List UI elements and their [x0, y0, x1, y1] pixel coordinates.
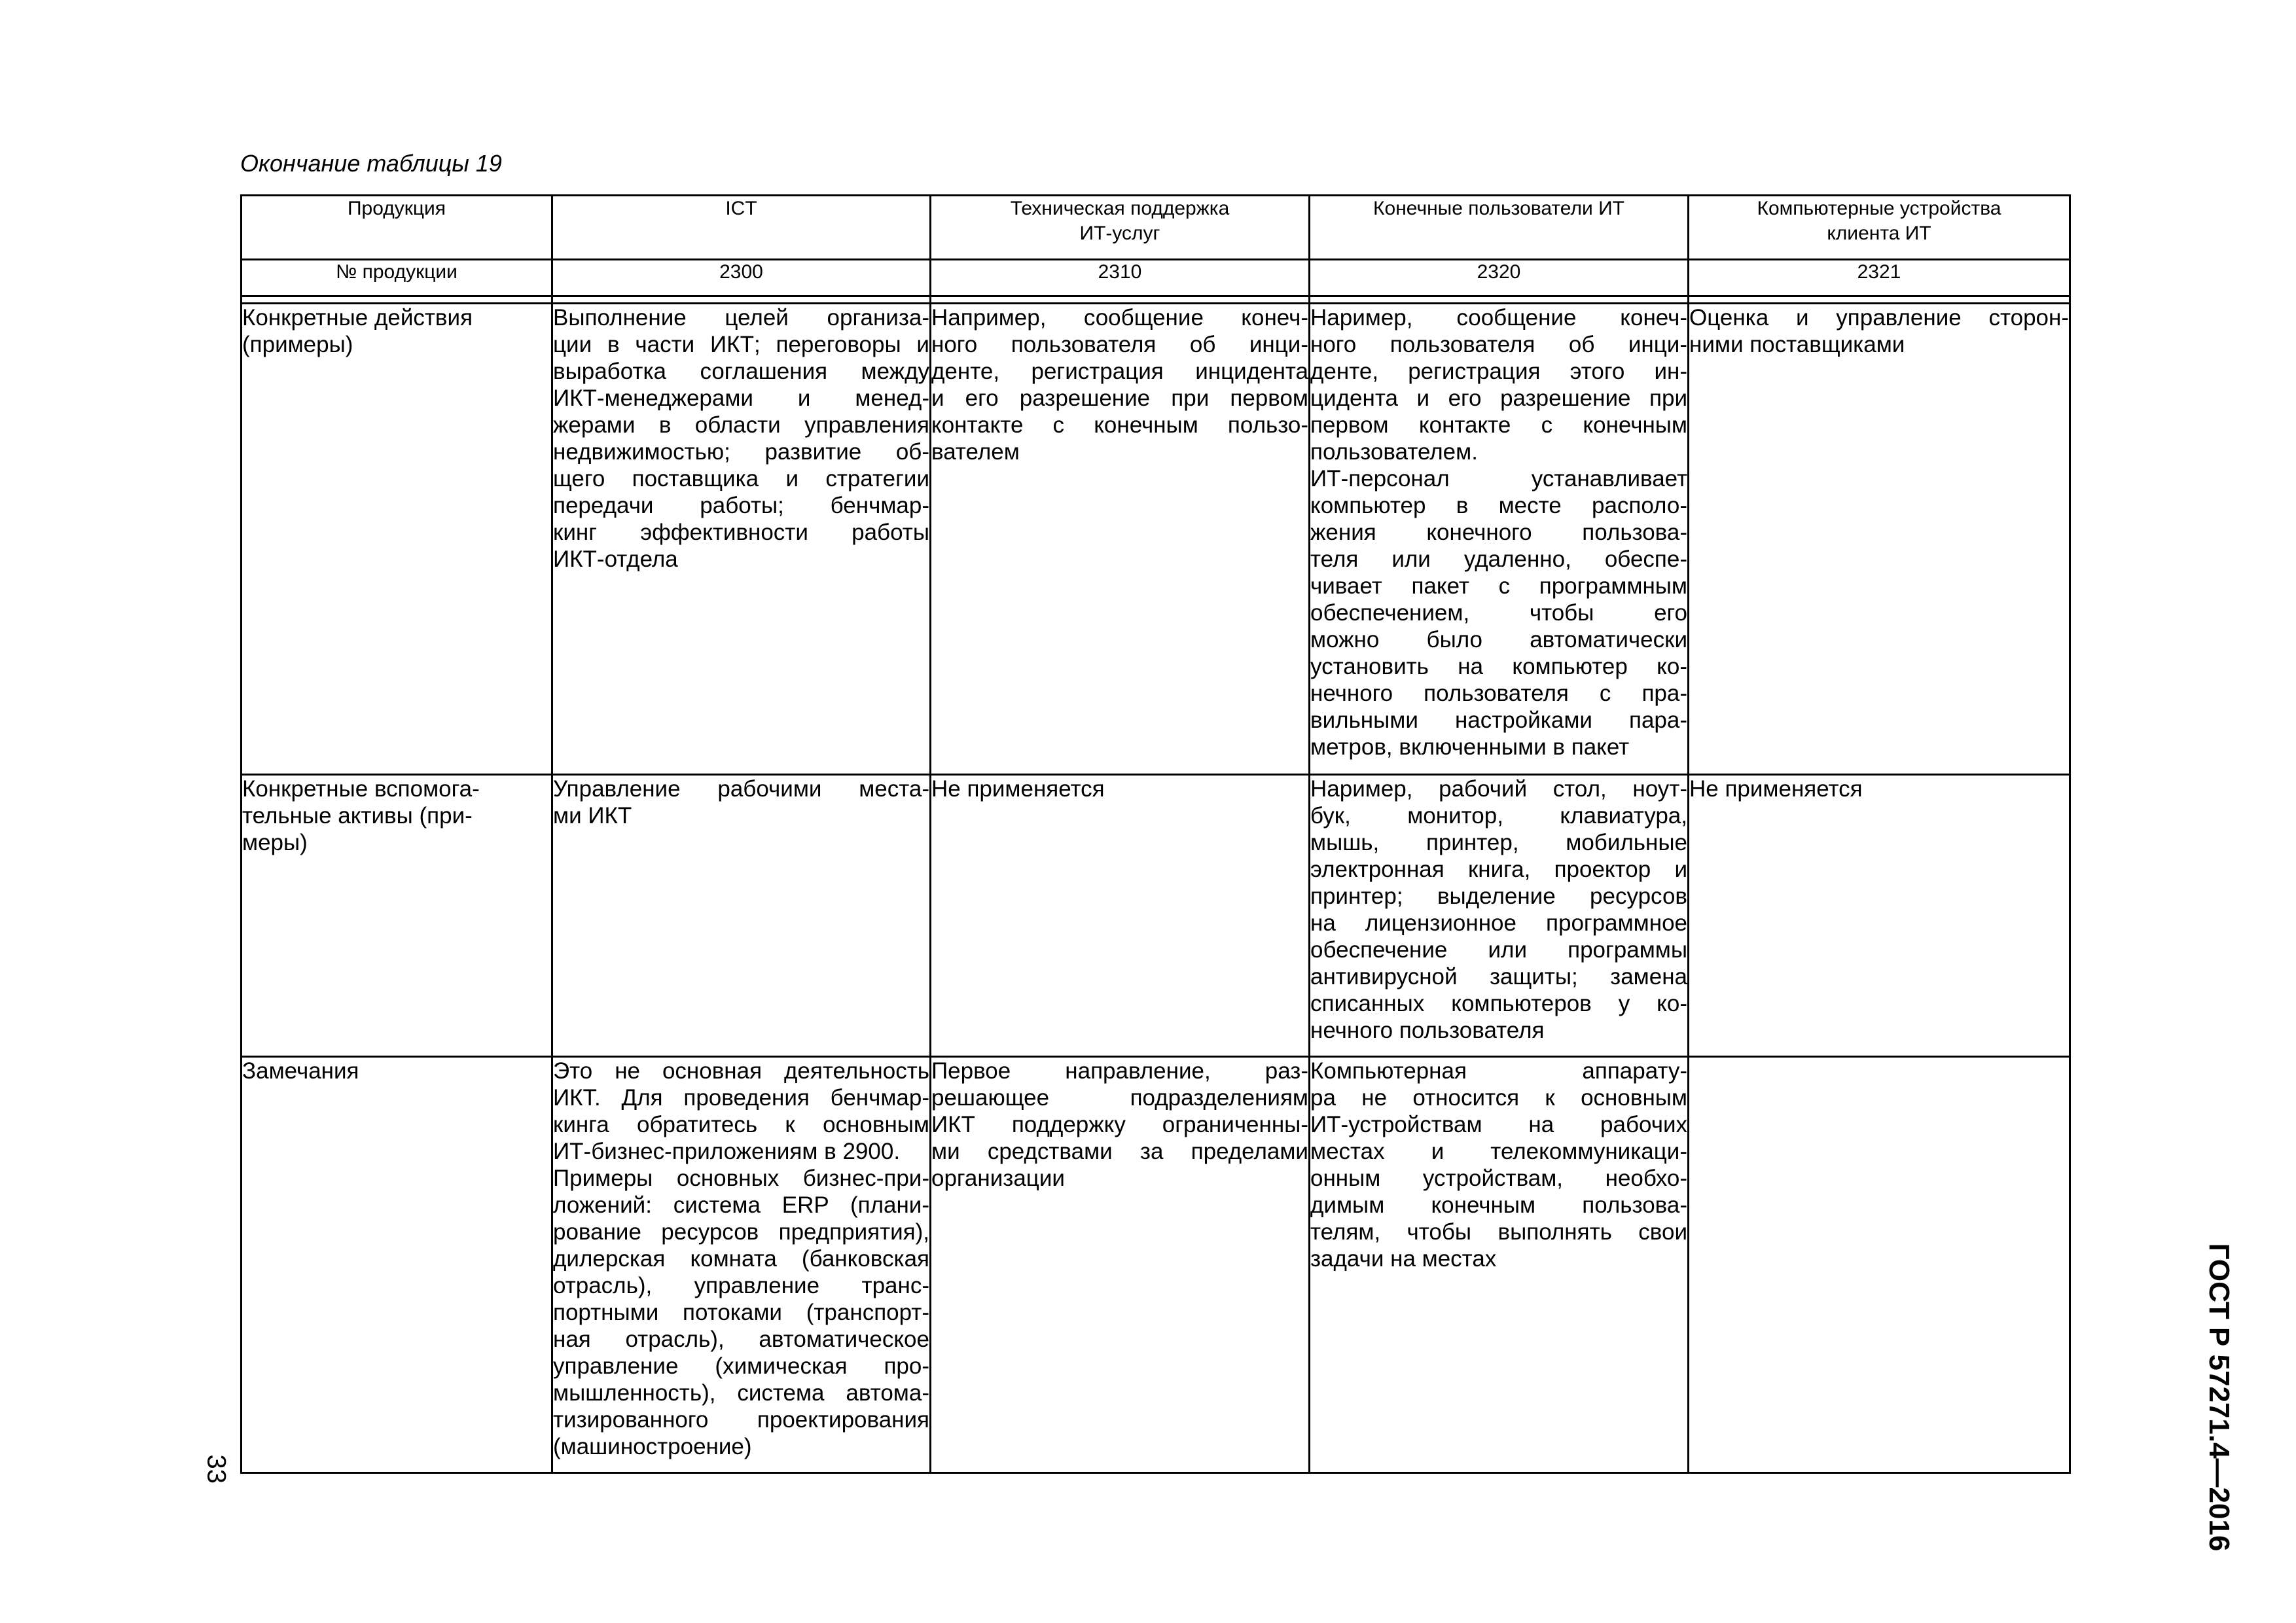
cell-text-line: ра не относится к основным — [1310, 1085, 1687, 1111]
cell-text-line: цидента и его разрешение при — [1310, 385, 1687, 411]
cell-text-line: ИТ-персонал устанавливает — [1310, 466, 1687, 491]
product-number-2310: 2310 — [931, 260, 1310, 296]
page-number: 33 — [202, 1454, 231, 1484]
cell-text-line: Замечания — [242, 1058, 359, 1084]
cell-text-line: бук, монитор, клавиатура, — [1310, 803, 1687, 829]
cell-text-line: можно было автоматически — [1310, 627, 1687, 652]
cell-text-line: Конкретные вспомога- — [242, 776, 480, 802]
cell-text-line: вателем — [931, 439, 1020, 465]
cell-text-line: Выполнение целей организа- — [553, 305, 929, 330]
cell-text-line: ИТ-устройствам на рабочих — [1310, 1112, 1687, 1137]
cell-text-line: списанных компьютеров у ко- — [1310, 991, 1687, 1016]
cell-text-line: чивает пакет с программным — [1310, 573, 1687, 599]
cell-text-line: ИКТ-отдела — [553, 546, 678, 572]
cell-text-line: местах и телекоммуникаци- — [1310, 1139, 1687, 1164]
cell-text-line: организации — [931, 1166, 1065, 1191]
cell-end-users — [1310, 304, 1689, 775]
cell-text-line: портными потоками (транспорт- — [553, 1300, 929, 1325]
cell-text-line: первом контакте с конечным — [1310, 412, 1687, 438]
cell-end-users — [1310, 1057, 1689, 1473]
cell-end-users — [1310, 775, 1689, 1057]
cell-text-line: недвижимостью; развитие об- — [553, 439, 929, 465]
cell-text-line: отрасль), управление транс- — [553, 1273, 929, 1298]
cell-text-line: телям, чтобы выполнять свои — [1310, 1219, 1687, 1245]
row-label — [242, 304, 552, 775]
table-row — [242, 1057, 2070, 1473]
table-caption: Окончание таблицы 19 — [240, 150, 502, 177]
product-number-2321: 2321 — [1689, 260, 2070, 296]
header-client-devices-line1: Компьютерные устройства — [1757, 198, 2001, 219]
product-number-row — [242, 260, 2070, 296]
cell-text-line: на лицензионное программное — [1310, 910, 1687, 936]
cell-text-line: нечного пользователя с пра- — [1310, 681, 1687, 706]
header-client-devices-line2: клиента ИТ — [1827, 223, 1931, 244]
cell-text-line: димым конечным пользова- — [1310, 1192, 1687, 1218]
cell-text-line: кинг эффективности работы — [553, 520, 929, 545]
cell-text-line: (примеры) — [242, 332, 353, 357]
cell-text-line: управление (химическая про- — [553, 1353, 929, 1379]
header-ict: ICT — [552, 196, 931, 260]
cell-text-line: денте, регистрация инцидента — [931, 359, 1308, 384]
cell-text-line: пользователем. — [1310, 439, 1478, 465]
cell-ict — [552, 1057, 931, 1473]
cell-text-line: ного пользователя об инци- — [1310, 332, 1687, 357]
cell-text-line: рование ресурсов предприятия), — [553, 1219, 929, 1245]
cell-text-line: нечного пользователя — [1310, 1018, 1545, 1043]
cell-text-line: Не применяется — [1689, 776, 1863, 802]
header-tech-support — [931, 196, 1310, 260]
cell-text-line: денте, регистрация этого ин- — [1310, 359, 1687, 384]
cell-text-line: меры) — [242, 830, 308, 855]
cell-text-line: Наример, рабочий стол, ноут- — [1310, 776, 1687, 802]
cell-text-line: ИКТ. Для проведения бенчмар- — [553, 1085, 929, 1111]
header-tech-support-line1: Техническая поддержка — [1010, 198, 1230, 219]
cell-text-line: жения конечного пользова- — [1310, 520, 1687, 545]
cell-text-line: мышь, принтер, мобильные — [1310, 830, 1687, 855]
header-row — [242, 196, 2070, 260]
cell-text-line: контакте с конечным пользо- — [931, 412, 1308, 438]
header-client-devices — [1689, 196, 2070, 260]
cell-text-line: вильными настройками пара- — [1310, 707, 1687, 733]
cell-tech-support — [931, 775, 1310, 1057]
cell-text-line: жерами в области управления — [553, 412, 929, 438]
cell-text-line: задачи на местах — [1310, 1246, 1497, 1272]
header-separator — [242, 296, 2070, 304]
cell-text-line: установить на компьютер ко- — [1310, 654, 1687, 679]
cell-text-line: ложений: система ERP (плани- — [553, 1192, 929, 1218]
cell-text-line: Оценка и управление сторон- — [1689, 305, 2069, 330]
cell-text-line: решающее подразделениям — [931, 1085, 1308, 1111]
table-19 — [240, 194, 2071, 1474]
cell-text-line: обеспечение или программы — [1310, 937, 1687, 963]
cell-text-line: онным устройствам, необхо- — [1310, 1166, 1687, 1191]
cell-text-line: ними поставщиками — [1689, 332, 1905, 357]
cell-text-line: ции в части ИКТ; переговоры и — [553, 332, 929, 357]
header-end-users: Конечные пользователи ИТ — [1310, 196, 1689, 260]
cell-text-line: тельные активы (при- — [242, 803, 473, 829]
cell-text-line: выработка соглашения между — [553, 359, 929, 384]
cell-text-line: Первое направление, раз- — [931, 1058, 1308, 1084]
cell-text-line: Компьютерная аппарату- — [1310, 1058, 1687, 1084]
cell-text-line: компьютер в месте располо- — [1310, 493, 1687, 518]
cell-client-devices — [1689, 304, 2070, 775]
cell-text-line: Это не основная деятельность — [553, 1058, 929, 1084]
product-number-2320: 2320 — [1310, 260, 1689, 296]
cell-text-line: Не применяется — [931, 776, 1105, 802]
cell-text-line: и его разрешение при первом — [931, 385, 1308, 411]
cell-client-devices — [1689, 1057, 2070, 1473]
cell-text-line: электронная книга, проектор и — [1310, 857, 1687, 882]
cell-text-line: передачи работы; бенчмар- — [553, 493, 929, 518]
cell-text-line: Управление рабочими места- — [553, 776, 929, 802]
cell-ict — [552, 304, 931, 775]
cell-text-line: ного пользователя об инци- — [931, 332, 1308, 357]
product-number-label: № продукции — [242, 260, 552, 296]
standard-designation: ГОСТ Р 57271.4—2016 — [2203, 1243, 2235, 1552]
header-product: Продукция — [242, 196, 552, 260]
row-label — [242, 775, 552, 1057]
header-tech-support-line2: ИТ-услуг — [1079, 223, 1160, 244]
cell-text-line: кинга обратитесь к основным — [553, 1112, 929, 1137]
cell-text-line: антивирусной защиты; замена — [1310, 964, 1687, 990]
cell-text-line: ная отрасль), автоматическое — [553, 1327, 929, 1352]
cell-text-line: Наример, сообщение конеч- — [1310, 305, 1687, 330]
cell-text-line: ИКТ поддержку ограниченны- — [931, 1112, 1308, 1137]
cell-text-line: мышленность), система автома- — [553, 1380, 929, 1406]
cell-text-line: ИКТ-менеджерами и менед- — [553, 385, 929, 411]
cell-tech-support — [931, 304, 1310, 775]
table-row — [242, 304, 2070, 775]
cell-text-line: метров, включенными в пакет — [1310, 734, 1630, 760]
cell-client-devices — [1689, 775, 2070, 1057]
product-number-2300: 2300 — [552, 260, 931, 296]
cell-text-line: щего поставщика и стратегии — [553, 466, 929, 491]
cell-text-line: тизированного проектирования — [553, 1407, 929, 1433]
cell-text-line: ми средствами за пределами — [931, 1139, 1308, 1164]
cell-text-line: Конкретные действия — [242, 305, 473, 330]
cell-text-line: ИТ-бизнес-приложениям в 2900. — [553, 1139, 901, 1164]
cell-text-line: обеспечением, чтобы его — [1310, 600, 1687, 626]
cell-text-line: Примеры основных бизнес-при- — [553, 1166, 929, 1191]
table-row — [242, 775, 2070, 1057]
cell-text-line: ми ИКТ — [553, 803, 632, 829]
cell-text-line: теля или удаленно, обеспе- — [1310, 546, 1687, 572]
cell-text-line: Например, сообщение конеч- — [931, 305, 1308, 330]
row-label — [242, 1057, 552, 1473]
cell-text-line: принтер; выделение ресурсов — [1310, 883, 1687, 909]
cell-text-line: дилерская комната (банковская — [553, 1246, 929, 1272]
cell-text-line: (машиностроение) — [553, 1434, 752, 1459]
cell-tech-support — [931, 1057, 1310, 1473]
cell-ict — [552, 775, 931, 1057]
